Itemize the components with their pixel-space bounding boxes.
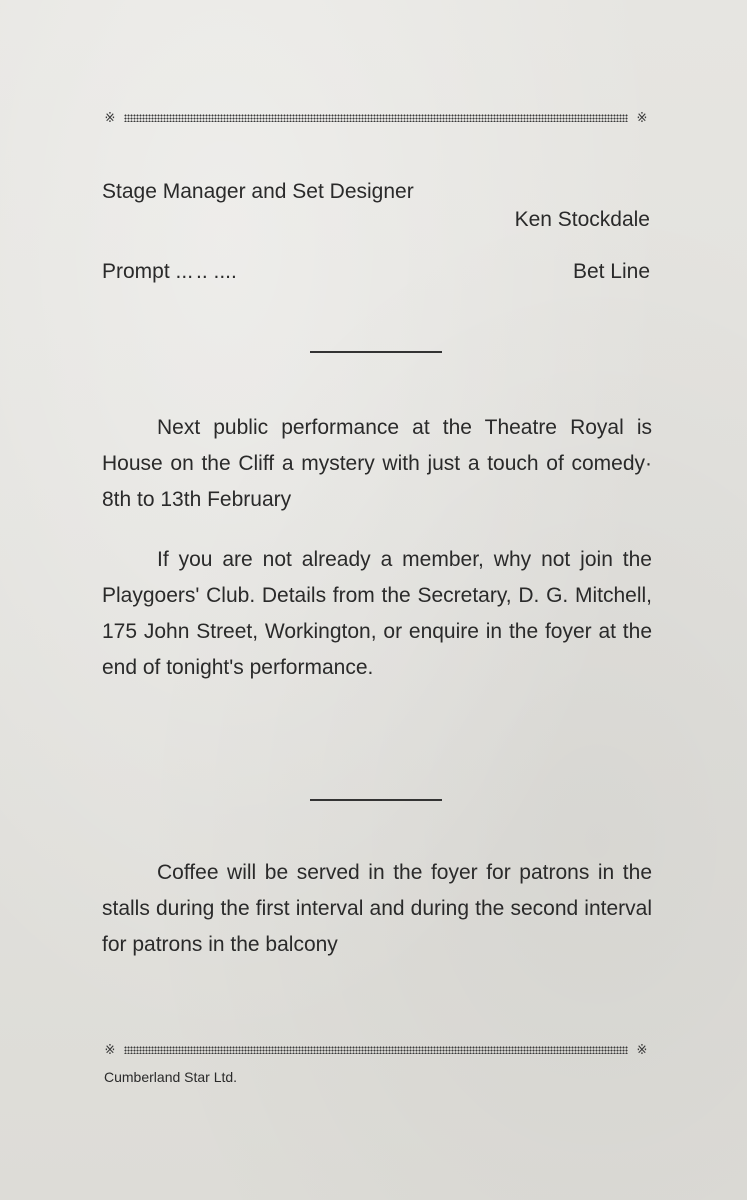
ornament-icon: ※ bbox=[636, 1042, 648, 1057]
stage-manager-label: Stage Manager and Set Designer bbox=[102, 180, 414, 203]
printer-imprint: Cumberland Star Ltd. bbox=[104, 1069, 238, 1085]
coffee-paragraph bbox=[102, 855, 652, 963]
dotted-rule bbox=[124, 1046, 628, 1054]
stage-manager-name: Ken Stockdale bbox=[514, 208, 650, 231]
coffee-text: Coffee will be served in the foyer for patrons in the stalls during the first interval and during the second interval for patrons in the balcony bbox=[102, 861, 652, 956]
ornament-icon: ※ bbox=[104, 110, 116, 125]
prompt-label: Prompt ... bbox=[102, 260, 194, 283]
divider bbox=[310, 799, 442, 801]
membership-paragraph bbox=[102, 542, 652, 686]
next-performance-paragraph bbox=[102, 410, 652, 518]
top-border bbox=[102, 111, 650, 125]
divider bbox=[310, 351, 442, 353]
membership-text: If you are not already a member, why not join the Playgoers' Club. Details from the Secretary, D. G. Mitchell, 175 John Street, Workington, or enquire in the foyer at the end of tonight's performance. bbox=[102, 548, 652, 679]
next-performance-text: Next public performance at the Theatre Royal is House on the Cliff a mystery with just a touch of comedy· 8th to 13th February bbox=[102, 416, 652, 511]
dotted-rule bbox=[124, 114, 628, 122]
ornament-icon: ※ bbox=[636, 110, 648, 125]
bottom-border bbox=[102, 1043, 650, 1057]
prompt-leader: .. .... bbox=[196, 260, 237, 283]
ornament-icon: ※ bbox=[104, 1042, 116, 1057]
prompt-name: Bet Line bbox=[572, 260, 650, 283]
